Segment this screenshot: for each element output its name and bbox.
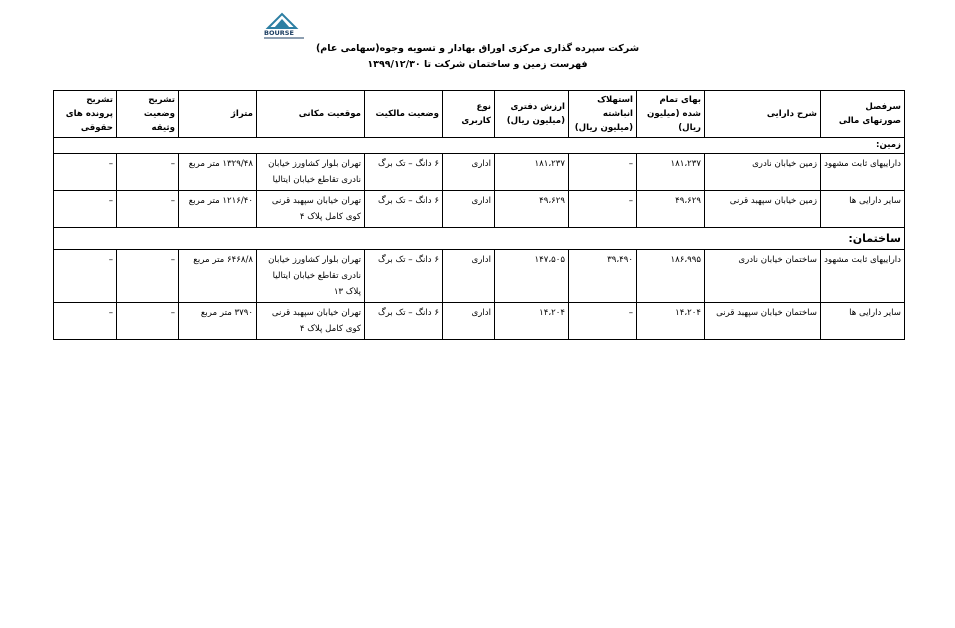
cell-collateral: – [117, 154, 179, 191]
cell-cost: ۴۹،۶۲۹ [637, 191, 705, 228]
cell-asset-description: ساختمان خیابان سپهبد قرنی [705, 303, 821, 340]
cell-location: تهران خیابان سپهبد قرنی کوی کامل پلاک ۴ [257, 303, 365, 340]
col-header-cost: بهای تمام شده (میلیون ریال) [637, 91, 705, 138]
cell-book-value: ۱۸۱،۲۳۷ [495, 154, 569, 191]
section-row-building [54, 228, 905, 250]
cell-financial-item: سایر دارایی ها [821, 191, 905, 228]
col-header-accumulated-depreciation: استهلاک انباشته (میلیون ریال) [569, 91, 637, 138]
cell-financial-item: داراییهای ثابت مشهود [821, 154, 905, 191]
table-row [54, 154, 905, 191]
cell-ownership: ۶ دانگ – تک برگ [365, 250, 443, 303]
col-header-area: متراژ [179, 91, 257, 138]
cell-collateral: – [117, 250, 179, 303]
bourse-logo [262, 10, 312, 40]
cell-legal-cases: – [54, 250, 117, 303]
cell-ownership: ۶ دانگ – تک برگ [365, 303, 443, 340]
col-header-legal-cases: تشریح پرونده های حقوقی [54, 91, 117, 138]
cell-collateral: – [117, 191, 179, 228]
cell-legal-cases: – [54, 191, 117, 228]
section-title: زمین: [54, 138, 905, 154]
cell-asset-description: زمین خیابان نادری [705, 154, 821, 191]
cell-area: ۳۷۹۰ متر مربع [179, 303, 257, 340]
col-header-ownership: وضعیت مالکیت [365, 91, 443, 138]
cell-ownership: ۶ دانگ – تک برگ [365, 154, 443, 191]
cell-depreciation: ۳۹،۴۹۰ [569, 250, 637, 303]
col-header-asset-description: شرح دارایی [705, 91, 821, 138]
cell-book-value: ۱۴،۲۰۴ [495, 303, 569, 340]
assets-table [53, 90, 905, 340]
header-row [54, 91, 905, 138]
cell-area: ۱۳۲۹/۴۸ متر مربع [179, 154, 257, 191]
table-row [54, 191, 905, 228]
cell-usage-type: اداری [443, 154, 495, 191]
cell-legal-cases: – [54, 154, 117, 191]
col-header-usage-type: نوع کاربری [443, 91, 495, 138]
cell-cost: ۱۸۱،۲۳۷ [637, 154, 705, 191]
cell-cost: ۱۸۶،۹۹۵ [637, 250, 705, 303]
cell-asset-description: ساختمان خیابان نادری [705, 250, 821, 303]
col-header-location: موقعیت مکانی [257, 91, 365, 138]
cell-book-value: ۴۹،۶۲۹ [495, 191, 569, 228]
cell-asset-description: زمین خیابان سپهبد قرنی [705, 191, 821, 228]
col-header-financial-item: سرفصل صورتهای مالی [821, 91, 905, 138]
col-header-collateral: تشریح وضعیت وثیقه [117, 91, 179, 138]
table-row [54, 303, 905, 340]
cell-location: تهران بلوار کشاورز خیابان نادری تقاطع خیابان ایتالیا پلاک ۱۳ [257, 250, 365, 303]
report-subtitle: فهرست زمین و ساختمان شرکت تا ۱۳۹۹/۱۲/۳۰ [367, 59, 588, 70]
cell-area: ۶۴۶۸/۸ متر مربع [179, 250, 257, 303]
section-row-land [54, 138, 905, 154]
cell-depreciation: – [569, 191, 637, 228]
cell-usage-type: اداری [443, 191, 495, 228]
cell-book-value: ۱۴۷،۵۰۵ [495, 250, 569, 303]
cell-location: تهران بلوار کشاورز خیابان نادری تقاطع خیابان ایتالیا [257, 154, 365, 191]
cell-usage-type: اداری [443, 250, 495, 303]
cell-depreciation: – [569, 303, 637, 340]
col-header-book-value: ارزش دفتری (میلیون ریال) [495, 91, 569, 138]
cell-usage-type: اداری [443, 303, 495, 340]
cell-depreciation: – [569, 154, 637, 191]
cell-ownership: ۶ دانگ – تک برگ [365, 191, 443, 228]
cell-location: تهران خیابان سپهبد قرنی کوی کامل پلاک ۴ [257, 191, 365, 228]
company-name: شرکت سپرده گذاری مرکزی اوراق بهادار و تسویه وجوه(سهامی عام) [315, 43, 640, 54]
table-row [54, 250, 905, 303]
cell-area: ۱۲۱۶/۴۰ متر مربع [179, 191, 257, 228]
cell-cost: ۱۴،۲۰۴ [637, 303, 705, 340]
section-title: ساختمان: [54, 228, 905, 250]
logo-text: BOURSE [264, 29, 294, 37]
cell-collateral: – [117, 303, 179, 340]
cell-legal-cases: – [54, 303, 117, 340]
cell-financial-item: سایر دارایی ها [821, 303, 905, 340]
cell-financial-item: داراییهای ثابت مشهود [821, 250, 905, 303]
